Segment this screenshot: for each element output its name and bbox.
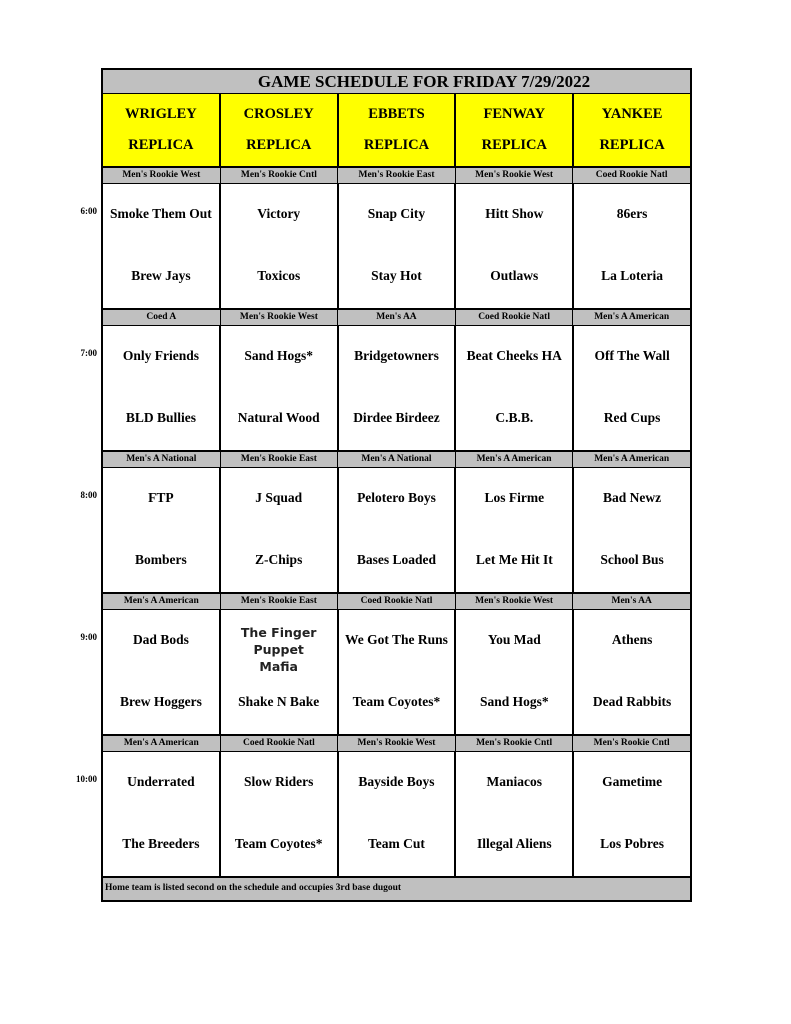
- home-team: Stay Hot: [371, 268, 422, 283]
- home-team: Team Cut: [368, 836, 425, 851]
- game-cell: [221, 184, 339, 310]
- division-label: Men's A National: [103, 452, 221, 468]
- away-team: Slow Riders: [244, 774, 314, 789]
- home-team: Team Coyotes*: [234, 836, 323, 851]
- home-team: Team Coyotes*: [352, 694, 441, 709]
- home-team: Bases Loaded: [356, 552, 437, 567]
- game-row: [80, 184, 692, 310]
- game-cell: [103, 610, 221, 736]
- division-label: Men's Rookie West: [456, 594, 574, 610]
- away-team: Pelotero Boys: [357, 490, 436, 505]
- division-label: Men's A American: [573, 310, 690, 326]
- game-cell: [103, 326, 221, 452]
- away-team: Bridgetowners: [354, 348, 439, 363]
- division-label: Men's AA: [338, 310, 456, 326]
- away-team: Bayside Boys: [358, 774, 435, 789]
- field-name: WRIGLEY: [125, 106, 197, 122]
- home-team: Dead Rabbits: [592, 694, 672, 709]
- away-team: Beat Cheeks HA: [466, 348, 562, 363]
- game-cell: [221, 752, 339, 878]
- time-label: 9:00: [80, 632, 97, 642]
- game-cell: [574, 184, 690, 310]
- time-label: 10:00: [76, 774, 97, 784]
- away-team: Sand Hogs*: [244, 348, 314, 363]
- field-subtitle: REPLICA: [481, 137, 547, 153]
- away-team: Smoke Them Out: [110, 206, 212, 221]
- home-team: Outlaws: [490, 268, 539, 283]
- division-label: Men's Rookie West: [221, 310, 339, 326]
- game-cell: [339, 326, 457, 452]
- game-cell: [574, 610, 690, 736]
- away-team: Gametime: [602, 774, 663, 789]
- division-label: Men's Rookie West: [456, 168, 574, 184]
- game-cell: [456, 326, 574, 452]
- division-label: Men's Rookie West: [103, 168, 221, 184]
- home-team: Red Cups: [603, 410, 661, 425]
- division-label: Coed Rookie Natl: [573, 168, 690, 184]
- schedule-title: GAME SCHEDULE FOR FRIDAY 7/29/2022: [101, 68, 692, 94]
- game-row: [80, 610, 692, 736]
- home-team: Brew Jays: [131, 268, 191, 283]
- field-name: EBBETS: [368, 106, 425, 122]
- away-team: J Squad: [255, 490, 303, 505]
- game-cell: [339, 610, 457, 736]
- time-label: 8:00: [80, 490, 97, 500]
- game-cell: [339, 184, 457, 310]
- home-team: Toxicos: [257, 268, 301, 283]
- game-cell: [574, 752, 690, 878]
- home-team: Shake N Bake: [238, 694, 320, 709]
- division-label: Men's A American: [103, 594, 221, 610]
- field-header-wrigley: [103, 94, 221, 168]
- away-team: Victory: [257, 206, 301, 221]
- time-label: 7:00: [80, 348, 97, 358]
- game-cell: [574, 468, 690, 594]
- division-label: Coed Rookie Natl: [338, 594, 456, 610]
- home-team: The Breeders: [122, 836, 200, 851]
- division-label: Men's Rookie Cntl: [456, 736, 574, 752]
- home-team: Brew Hoggers: [119, 694, 202, 709]
- home-team: BLD Bullies: [125, 410, 196, 425]
- field-name: YANKEE: [601, 106, 663, 122]
- game-cell: [456, 184, 574, 310]
- field-header-fenway: [456, 94, 574, 168]
- game-cell: [103, 468, 221, 594]
- game-cell: [103, 184, 221, 310]
- away-team: Dad Bods: [132, 632, 189, 647]
- division-label: Coed A: [103, 310, 221, 326]
- away-team: Snap City: [367, 206, 426, 221]
- away-team: Maniacos: [486, 774, 543, 789]
- time-slots: [76, 168, 692, 878]
- home-team: Los Pobres: [600, 836, 665, 851]
- field-header-row: [101, 94, 692, 168]
- home-team: Natural Wood: [237, 410, 320, 425]
- game-cell: [339, 468, 457, 594]
- field-name: FENWAY: [483, 106, 546, 122]
- field-subtitle: REPLICA: [246, 137, 312, 153]
- division-label: Men's Rookie West: [338, 736, 456, 752]
- game-cell: [221, 468, 339, 594]
- away-team: Athens: [611, 632, 653, 647]
- away-team: We Got The Runs: [345, 632, 448, 647]
- game-cell: [456, 752, 574, 878]
- away-team: Los Firme: [484, 490, 545, 505]
- division-label: Men's Rookie East: [338, 168, 456, 184]
- game-cell: [456, 468, 574, 594]
- home-team: Z-Chips: [255, 552, 303, 567]
- schedule-table: [76, 68, 692, 902]
- division-label: Men's Rookie East: [221, 594, 339, 610]
- field-name: CROSLEY: [243, 106, 314, 122]
- away-team: Only Friends: [122, 348, 199, 363]
- time-label: 6:00: [80, 206, 97, 216]
- division-label: Men's A National: [338, 452, 456, 468]
- division-row: [101, 452, 692, 468]
- home-team: La Loteria: [601, 268, 664, 283]
- game-cell: [103, 752, 221, 878]
- field-subtitle: REPLICA: [599, 137, 665, 153]
- division-label: Coed Rookie Natl: [221, 736, 339, 752]
- field-subtitle: REPLICA: [363, 137, 430, 153]
- away-team: Hitt Show: [485, 206, 544, 221]
- game-cell: [456, 610, 574, 736]
- home-team: School Bus: [600, 552, 664, 567]
- home-team: C.B.B.: [495, 410, 534, 425]
- division-label: Men's Rookie Cntl: [221, 168, 339, 184]
- home-team: Sand Hogs*: [479, 694, 549, 709]
- game-cell: [574, 326, 690, 452]
- field-header-ebbets: [339, 94, 457, 168]
- field-header-yankee: [574, 94, 690, 168]
- division-row: [101, 168, 692, 184]
- home-team: Dirdee Birdeez: [353, 410, 440, 425]
- away-team: You Mad: [487, 632, 541, 647]
- division-label: Coed Rookie Natl: [456, 310, 574, 326]
- game-row: [80, 326, 692, 452]
- game-row: [76, 752, 692, 878]
- home-team: Illegal Aliens: [476, 836, 552, 851]
- division-label: Men's A American: [573, 452, 690, 468]
- game-cell: [221, 610, 339, 736]
- field-header-crosley: [221, 94, 339, 168]
- division-label: Men's AA: [573, 594, 690, 610]
- field-subtitle: REPLICA: [128, 137, 194, 153]
- division-label: Men's A American: [456, 452, 574, 468]
- division-row: [101, 594, 692, 610]
- game-cell: [339, 752, 457, 878]
- game-row: [80, 468, 692, 594]
- away-team: 86ers: [616, 206, 648, 221]
- away-team: Bad Newz: [603, 490, 662, 505]
- away-team: Underrated: [127, 774, 195, 789]
- home-team: Bombers: [135, 552, 187, 567]
- schedule-footnote: Home team is listed second on the schedule and occupies 3rd base dugout: [101, 878, 692, 902]
- game-cell: [221, 326, 339, 452]
- home-team: Let Me Hit It: [475, 552, 553, 567]
- division-row: [101, 310, 692, 326]
- division-label: Men's Rookie Cntl: [573, 736, 690, 752]
- away-team: Off The Wall: [594, 348, 670, 363]
- away-team: FTP: [148, 490, 174, 505]
- away-team: The Finger Puppet Mafia: [240, 625, 317, 674]
- division-row: [101, 736, 692, 752]
- division-label: Men's Rookie East: [221, 452, 339, 468]
- division-label: Men's A American: [103, 736, 221, 752]
